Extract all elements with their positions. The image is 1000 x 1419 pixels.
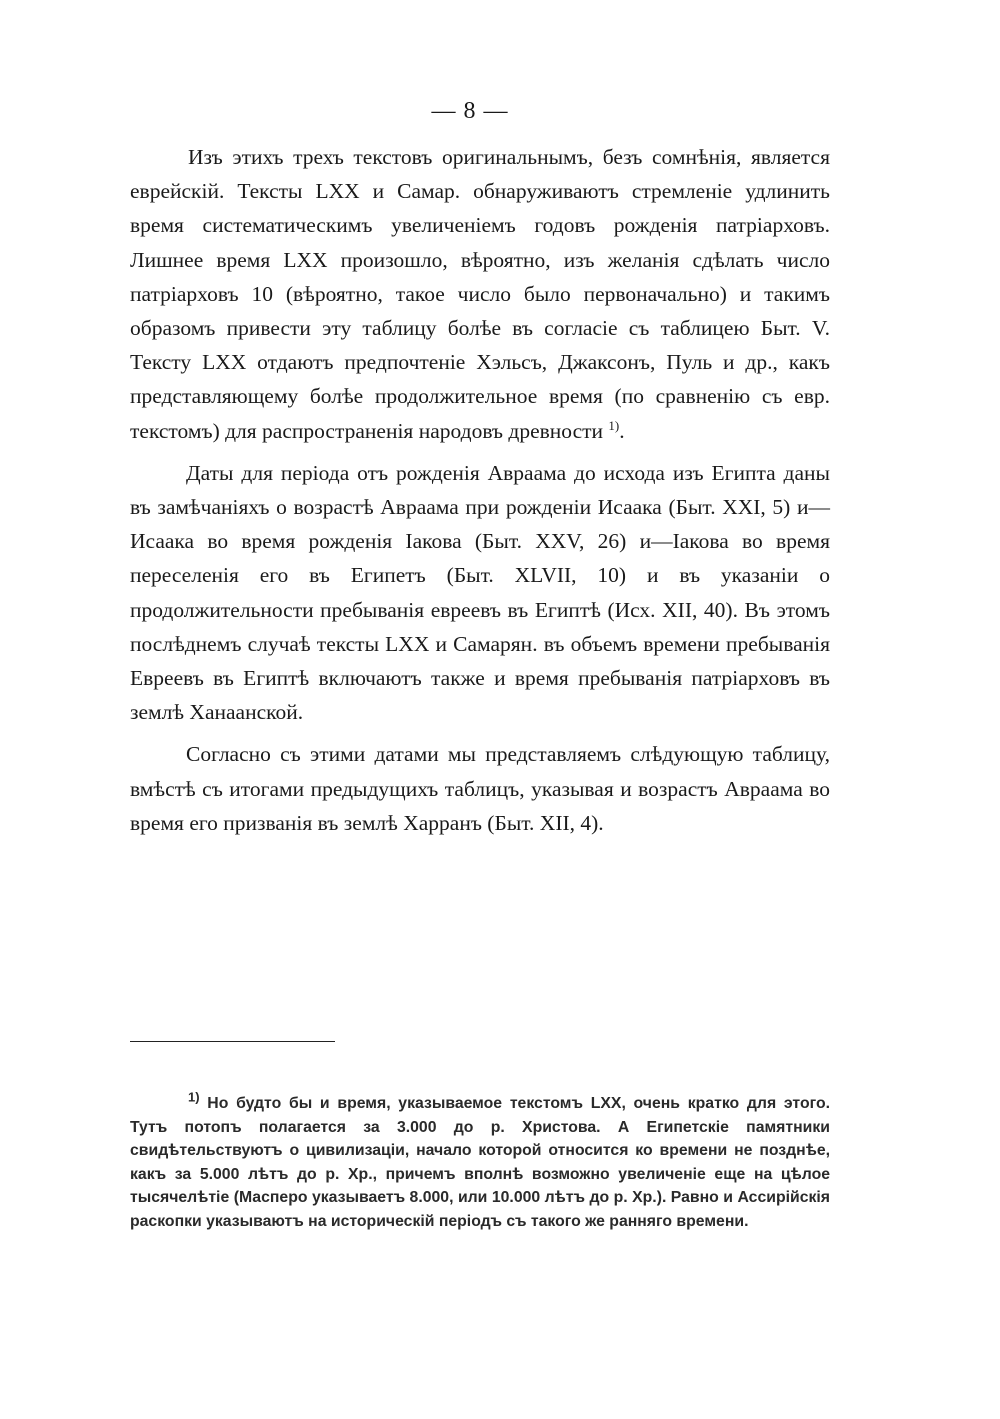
paragraph-2: Даты для періода отъ рожденія Авраама до исхода изъ Египта даны въ замѣчаніяхъ о возрастѣ Авраама при рожденіи Исаака (Быт. XXI, 5) и—Исаака во время рожденія Іакова (Быт. XXV, 26) и—Іакова во время переселенія его въ Египетъ (Быт. XLVII, 10) и въ указаніи о продолжительности пребыванія евреевъ въ Египтѣ (Исх. XII, 40). Въ этомъ послѣднемъ случаѣ тексты LXX и Самарян. въ объемъ времени пребыванія Евреевъ въ Египтѣ включаютъ также и время пребыванія патріарховъ въ землѣ Ханаанской. bbox=[130, 460, 830, 725]
paragraph-3: Согласно съ этими датами мы представляемъ слѣдующую таблицу, вмѣстѣ съ итогами предыдущихъ таблицъ, указывая и возрастъ Авраама во время его призванія въ землѣ Харранъ (Быт. XII, 4). bbox=[130, 742, 830, 835]
footnote-reference[interactable]: 1) bbox=[608, 417, 620, 433]
footnote-text: Но будто бы и время, указываемое текстомъ LXX, очень кратко для этого. Тутъ потопъ полагается за 3.000 до р. Христова. А Египетскіе памятники свидѣтельствуютъ о цивилизаціи, начало которой относится ко времени не позднѣе, какъ за 5.000 лѣтъ до р. Хр., причемъ вполнѣ возможно увеличеніе еще на цѣлое тысячелѣтіе (Масперо указываетъ 8.000, или 10.000 лѣтъ до р. Хр.). Равно и Ассирійскія раскопки указываютъ на историческій періодъ съ такого же ранняго времени. bbox=[130, 1095, 830, 1230]
footnote-marker: 1) bbox=[188, 1089, 200, 1105]
paragraph-1 bbox=[130, 140, 830, 448]
paragraph-1-text: Изъ этихъ трехъ текстовъ оригинальнымъ, безъ сомнѣнія, является еврейскій. Тексты LXX и Самар. обнаруживаютъ стремленіе удлинить время систематическимъ увеличеніемъ годовъ рожденія патріарховъ. Лишнее время LXX произошло, вѣроятно, изъ желанія сдѣлать число патріарховъ 10 (вѣроятно, такое число было первоначально) и такимъ образомъ привести эту таблицу болѣе въ согласіе съ таблицею Быт. V. Тексту LXX отдаютъ предпочтеніе Хэльсъ, Джаксонъ, Пуль и др., какъ представляющему болѣе продолжительное время (по сравненію съ евр. текстомъ) для распространенія народовъ древности bbox=[130, 145, 830, 443]
footnote-divider bbox=[130, 1041, 335, 1042]
footnote bbox=[130, 1089, 830, 1233]
main-text bbox=[130, 140, 830, 848]
page-number: — 8 — bbox=[431, 98, 509, 124]
paragraph-1-end: . bbox=[619, 418, 625, 443]
